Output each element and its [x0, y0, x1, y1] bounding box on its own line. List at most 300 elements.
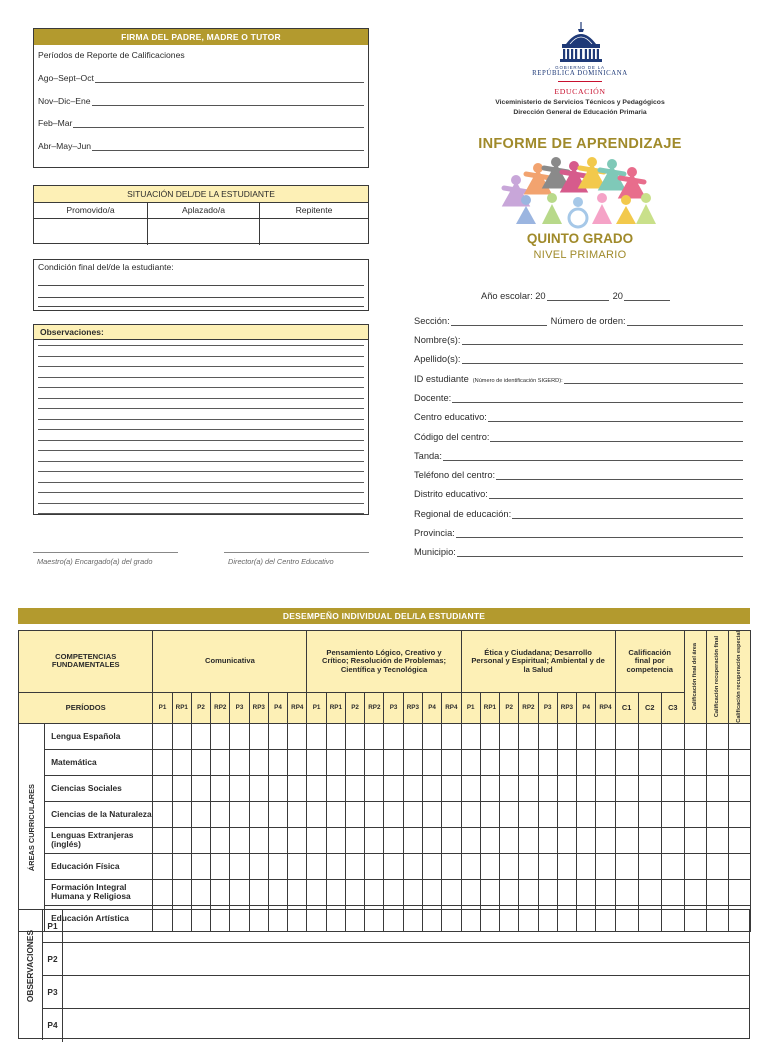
observation-line[interactable] [38, 450, 364, 451]
grade-cell[interactable] [706, 801, 728, 827]
grade-cell[interactable] [706, 879, 728, 905]
grade-cell[interactable] [519, 827, 538, 853]
school-code-label: Código del centro: [414, 432, 490, 442]
period-header: P3 [538, 692, 557, 723]
teacher-field[interactable] [452, 393, 743, 403]
grade-cell[interactable] [153, 775, 172, 801]
grade-cell[interactable] [307, 827, 326, 853]
period-header: RP1 [172, 692, 191, 723]
grade-cell[interactable] [557, 749, 576, 775]
grade-cell[interactable] [403, 749, 422, 775]
grading-period-signature-line[interactable] [95, 73, 364, 83]
grade-cell[interactable] [403, 775, 422, 801]
final-by-competency-header: Calificación final por competencia [615, 631, 684, 693]
grading-period-row [38, 94, 364, 106]
grade-cell[interactable] [596, 801, 615, 827]
grade-cell[interactable] [557, 853, 576, 879]
grade-cell[interactable] [345, 775, 364, 801]
student-id-note: (Número de identificación SIGERD): [472, 378, 563, 384]
grade-cell[interactable] [538, 879, 557, 905]
grade-cell[interactable] [538, 853, 557, 879]
grade-cell[interactable] [326, 879, 345, 905]
grade-cell[interactable] [684, 801, 706, 827]
grade-cell[interactable] [345, 723, 364, 749]
grade-cell[interactable] [268, 723, 287, 749]
grade-cell[interactable] [519, 879, 538, 905]
observation-line[interactable] [38, 461, 364, 462]
grade-cell[interactable] [596, 775, 615, 801]
grade-cell[interactable] [191, 723, 210, 749]
grade-cell[interactable] [728, 775, 750, 801]
observation-line[interactable] [38, 492, 364, 493]
grade-cell[interactable] [384, 775, 403, 801]
bottom-observations-side [19, 910, 43, 1040]
observation-period-label: P1 [43, 910, 63, 943]
grade-cell[interactable] [326, 723, 345, 749]
grade-cell[interactable] [307, 879, 326, 905]
shift-field[interactable] [443, 451, 743, 461]
grade-cell[interactable] [577, 723, 596, 749]
grade-cell[interactable] [615, 853, 638, 879]
grade-cell[interactable] [365, 879, 384, 905]
grade-cell[interactable] [661, 879, 684, 905]
grade-cell[interactable] [230, 801, 249, 827]
grade-cell[interactable] [191, 853, 210, 879]
grade-cell[interactable] [365, 801, 384, 827]
final-condition-line[interactable] [38, 292, 364, 298]
grade-cell[interactable] [422, 879, 441, 905]
grade-cell[interactable] [365, 853, 384, 879]
final-area-header [684, 631, 706, 724]
grade-cell[interactable] [384, 879, 403, 905]
grade-cell[interactable] [538, 801, 557, 827]
grade-cell[interactable] [384, 749, 403, 775]
school-year-end-field[interactable] [624, 291, 670, 301]
grade-cell[interactable] [706, 775, 728, 801]
final-condition-line[interactable] [38, 280, 364, 286]
order-number-field[interactable] [627, 316, 743, 326]
grade-cell[interactable] [153, 827, 172, 853]
grade-cell[interactable] [211, 749, 230, 775]
final-area-label: Calificación final del área [692, 643, 699, 711]
section-field[interactable] [451, 316, 547, 326]
grade-cell[interactable] [172, 827, 191, 853]
grade-cell[interactable] [557, 879, 576, 905]
grade-cell[interactable] [211, 801, 230, 827]
grade-cell[interactable] [461, 775, 480, 801]
teacher-signature-line[interactable] [33, 552, 178, 553]
grade-cell[interactable] [638, 879, 661, 905]
grade-cell[interactable] [249, 749, 268, 775]
grade-cell[interactable] [480, 853, 499, 879]
grade-cell[interactable] [461, 749, 480, 775]
grade-cell[interactable] [442, 749, 461, 775]
grade-cell[interactable] [500, 749, 519, 775]
grade-cell[interactable] [480, 879, 499, 905]
grade-cell[interactable] [422, 853, 441, 879]
grade-cell[interactable] [384, 723, 403, 749]
grade-cell[interactable] [268, 879, 287, 905]
gov-name-label: REPÚBLICA DOMINICANA [532, 70, 628, 77]
grade-cell[interactable] [684, 749, 706, 775]
district-field[interactable] [489, 489, 743, 499]
grade-cell[interactable] [519, 749, 538, 775]
grade-cell[interactable] [538, 827, 557, 853]
period-header: RP2 [519, 692, 538, 723]
grade-cell[interactable] [288, 775, 307, 801]
grade-cell[interactable] [596, 879, 615, 905]
grade-cell[interactable] [153, 879, 172, 905]
grade-cell[interactable] [422, 801, 441, 827]
grade-cell[interactable] [191, 749, 210, 775]
grade-cell[interactable] [500, 723, 519, 749]
observation-line[interactable] [38, 503, 364, 504]
grade-cell[interactable] [345, 801, 364, 827]
grade-cell[interactable] [422, 723, 441, 749]
grade-cell[interactable] [365, 775, 384, 801]
grade-cell[interactable] [538, 749, 557, 775]
grade-cell[interactable] [230, 879, 249, 905]
grade-cell[interactable] [638, 827, 661, 853]
grade-cell[interactable] [268, 775, 287, 801]
grade-cell[interactable] [172, 723, 191, 749]
grade-cell[interactable] [538, 723, 557, 749]
grade-cell[interactable] [230, 749, 249, 775]
grade-cell[interactable] [403, 801, 422, 827]
period-header: P1 [153, 692, 172, 723]
grade-cell[interactable] [211, 827, 230, 853]
grade-cell[interactable] [326, 775, 345, 801]
order-number-label: Número de orden: [550, 316, 626, 326]
grade-cell[interactable] [249, 723, 268, 749]
grade-cell[interactable] [230, 827, 249, 853]
grade-cell[interactable] [461, 827, 480, 853]
grade-cell[interactable] [728, 827, 750, 853]
observation-period-field[interactable] [64, 1009, 749, 1042]
grade-cell[interactable] [480, 827, 499, 853]
grade-cell[interactable] [684, 775, 706, 801]
grade-cell[interactable] [326, 801, 345, 827]
grade-cell[interactable] [596, 853, 615, 879]
grade-cell[interactable] [230, 853, 249, 879]
grade-cell[interactable] [288, 879, 307, 905]
grade-cell[interactable] [288, 801, 307, 827]
grade-cell[interactable] [706, 723, 728, 749]
grade-cell[interactable] [615, 749, 638, 775]
grade-cell[interactable] [153, 749, 172, 775]
municipality-field[interactable] [457, 547, 743, 557]
grade-cell[interactable] [384, 801, 403, 827]
grade-cell[interactable] [288, 853, 307, 879]
competency-code-header: C1 [615, 692, 638, 723]
school-code-field[interactable] [490, 432, 743, 442]
grade-cell[interactable] [345, 827, 364, 853]
grade-cell[interactable] [684, 827, 706, 853]
gov-top-label: GOBIERNO DE LA [555, 65, 605, 70]
observation-line[interactable] [38, 440, 364, 441]
grade-cell[interactable] [480, 749, 499, 775]
observation-line[interactable] [38, 377, 364, 378]
period-header: RP1 [480, 692, 499, 723]
district-row [414, 486, 743, 499]
grade-cell[interactable] [519, 775, 538, 801]
grade-cell[interactable] [661, 723, 684, 749]
grade-cell[interactable] [153, 801, 172, 827]
grade-cell[interactable] [288, 723, 307, 749]
grade-cell[interactable] [365, 723, 384, 749]
gov-divider [558, 81, 602, 82]
grade-cell[interactable] [172, 749, 191, 775]
grade-cell[interactable] [172, 801, 191, 827]
grade-cell[interactable] [268, 827, 287, 853]
observation-line[interactable] [38, 419, 364, 420]
subject-name: Ciencias de la Naturaleza [45, 801, 153, 827]
parent-signature-box [33, 28, 369, 168]
grade-cell[interactable] [596, 749, 615, 775]
grade-cell[interactable] [249, 775, 268, 801]
subject-name: Ciencias Sociales [45, 775, 153, 801]
grade-cell[interactable] [661, 827, 684, 853]
grade-cell[interactable] [307, 853, 326, 879]
grade-cell[interactable] [728, 853, 750, 879]
grade-cell[interactable] [728, 723, 750, 749]
observation-period-field[interactable] [64, 976, 749, 1009]
grade-cell[interactable] [706, 749, 728, 775]
grade-cell[interactable] [191, 827, 210, 853]
grade-cell[interactable] [422, 827, 441, 853]
grade-cell[interactable] [638, 801, 661, 827]
period-header: P3 [230, 692, 249, 723]
student-id-field[interactable] [564, 374, 743, 384]
period-header: RP3 [249, 692, 268, 723]
observation-period-row [43, 1009, 749, 1042]
grade-cell[interactable] [307, 775, 326, 801]
grading-period-signature-line[interactable] [73, 118, 364, 128]
teacher-label: Docente: [414, 393, 452, 403]
grade-cell[interactable] [519, 801, 538, 827]
grade-cell[interactable] [661, 853, 684, 879]
grade-cell[interactable] [345, 853, 364, 879]
school-phone-label: Teléfono del centro: [414, 470, 496, 480]
grade-cell[interactable] [442, 879, 461, 905]
grade-cell[interactable] [191, 879, 210, 905]
observation-line[interactable] [38, 429, 364, 430]
grade-cell[interactable] [403, 723, 422, 749]
grade-cell[interactable] [480, 801, 499, 827]
observation-line[interactable] [38, 366, 364, 367]
observation-line[interactable] [38, 408, 364, 409]
surnames-field[interactable] [462, 354, 743, 364]
observation-period-field[interactable] [64, 910, 749, 943]
grade-cell[interactable] [307, 801, 326, 827]
grade-cell[interactable] [268, 749, 287, 775]
grade-cell[interactable] [557, 775, 576, 801]
grade-cell[interactable] [384, 827, 403, 853]
grade-cell[interactable] [268, 853, 287, 879]
grade-cell[interactable] [577, 775, 596, 801]
grade-cell[interactable] [577, 879, 596, 905]
grade-cell[interactable] [249, 879, 268, 905]
grade-cell[interactable] [638, 723, 661, 749]
grade-cell[interactable] [442, 853, 461, 879]
grade-cell[interactable] [211, 723, 230, 749]
grade-cell[interactable] [422, 775, 441, 801]
grade-cell[interactable] [557, 801, 576, 827]
status-deferred-cell[interactable] [148, 219, 260, 245]
grade-cell[interactable] [500, 827, 519, 853]
grade-cell[interactable] [211, 853, 230, 879]
grade-cell[interactable] [500, 853, 519, 879]
observation-line[interactable] [38, 513, 364, 514]
grade-cell[interactable] [326, 749, 345, 775]
grade-cell[interactable] [403, 879, 422, 905]
grade-cell[interactable] [288, 749, 307, 775]
grade-cell[interactable] [365, 749, 384, 775]
grade-cell[interactable] [557, 723, 576, 749]
school-field[interactable] [488, 412, 743, 422]
grade-cell[interactable] [442, 801, 461, 827]
grade-cell[interactable] [728, 879, 750, 905]
grade-cell[interactable] [442, 827, 461, 853]
grade-cell[interactable] [461, 879, 480, 905]
regional-field[interactable] [512, 509, 743, 519]
grade-cell[interactable] [615, 775, 638, 801]
grading-period-label: Feb–Mar [38, 118, 73, 128]
grading-period-label: Ago–Sept–Oct [38, 73, 94, 83]
grade-cell[interactable] [615, 827, 638, 853]
student-id-row [414, 371, 743, 384]
grade-cell[interactable] [442, 723, 461, 749]
final-condition-line[interactable] [38, 301, 364, 307]
grade-cell[interactable] [326, 853, 345, 879]
grade-cell[interactable] [557, 827, 576, 853]
grade-cell[interactable] [684, 853, 706, 879]
grade-cell[interactable] [230, 723, 249, 749]
grade-cell[interactable] [577, 749, 596, 775]
grade-cell[interactable] [422, 749, 441, 775]
grade-cell[interactable] [500, 801, 519, 827]
grade-cell[interactable] [661, 749, 684, 775]
grade-cell[interactable] [211, 775, 230, 801]
grade-cell[interactable] [230, 775, 249, 801]
grade-cell[interactable] [249, 801, 268, 827]
grade-cell[interactable] [615, 723, 638, 749]
grade-cell[interactable] [153, 853, 172, 879]
grade-cell[interactable] [172, 775, 191, 801]
grade-cell[interactable] [661, 801, 684, 827]
observation-period-label: P3 [43, 976, 63, 1009]
grade-cell[interactable] [661, 775, 684, 801]
grade-cell[interactable] [577, 853, 596, 879]
grade-cell[interactable] [519, 853, 538, 879]
grade-cell[interactable] [596, 723, 615, 749]
observation-line[interactable] [38, 356, 364, 357]
grade-cell[interactable] [288, 827, 307, 853]
status-promoted-cell[interactable] [34, 219, 148, 245]
grade-cell[interactable] [153, 723, 172, 749]
grade-cell[interactable] [172, 853, 191, 879]
director-signature-line[interactable] [224, 552, 369, 553]
grade-cell[interactable] [461, 801, 480, 827]
grade-cell[interactable] [577, 801, 596, 827]
grade-cell[interactable] [638, 775, 661, 801]
grade-cell[interactable] [249, 827, 268, 853]
grade-cell[interactable] [500, 879, 519, 905]
observation-period-field[interactable] [64, 943, 749, 976]
grade-cell[interactable] [461, 723, 480, 749]
grade-cell[interactable] [345, 879, 364, 905]
grade-cell[interactable] [191, 775, 210, 801]
observation-line[interactable] [38, 471, 364, 472]
grading-period-label: Abr–May–Jun [38, 141, 92, 151]
grade-cell[interactable] [403, 827, 422, 853]
observation-line[interactable] [38, 398, 364, 399]
grade-cell[interactable] [480, 723, 499, 749]
grade-cell[interactable] [596, 827, 615, 853]
grade-cell[interactable] [384, 853, 403, 879]
grade-cell[interactable] [684, 723, 706, 749]
school-year-start-field[interactable] [547, 291, 609, 301]
school-phone-field[interactable] [496, 470, 743, 480]
grade-cell[interactable] [211, 879, 230, 905]
grade-cell[interactable] [706, 827, 728, 853]
grade-cell[interactable] [500, 775, 519, 801]
grade-title: QUINTO GRADO [526, 231, 634, 246]
grade-cell[interactable] [480, 775, 499, 801]
observation-line[interactable] [38, 482, 364, 483]
grade-cell[interactable] [172, 879, 191, 905]
grade-cell[interactable] [706, 853, 728, 879]
grade-cell[interactable] [345, 749, 364, 775]
province-label: Provincia: [414, 528, 455, 538]
grade-cell[interactable] [307, 749, 326, 775]
grade-cell[interactable] [191, 801, 210, 827]
grade-cell[interactable] [403, 853, 422, 879]
grade-cell[interactable] [577, 827, 596, 853]
grade-cell[interactable] [538, 775, 557, 801]
grade-cell[interactable] [684, 879, 706, 905]
grade-cell[interactable] [307, 723, 326, 749]
grading-period-signature-line[interactable] [92, 96, 364, 106]
grade-cell[interactable] [728, 749, 750, 775]
names-field[interactable] [462, 335, 744, 345]
observation-line[interactable] [38, 387, 364, 388]
grade-cell[interactable] [519, 723, 538, 749]
grade-cell[interactable] [268, 801, 287, 827]
grade-cell[interactable] [615, 801, 638, 827]
province-row [414, 525, 743, 538]
province-field[interactable] [456, 528, 743, 538]
grade-cell[interactable] [638, 749, 661, 775]
status-deferred-header: Aplazado/a [148, 203, 260, 218]
special-recovery-label: Calificación recuperación especial [736, 631, 743, 723]
grade-cell[interactable] [461, 853, 480, 879]
grade-cell[interactable] [615, 879, 638, 905]
status-repeater-cell[interactable] [260, 219, 368, 245]
grade-cell[interactable] [638, 853, 661, 879]
grade-cell[interactable] [249, 853, 268, 879]
surnames-row [414, 351, 743, 364]
competency-logical-header: Pensamiento Lógico, Creativo y Crítico; Resolución de Problemas; Científica y Tecnológica [307, 631, 461, 693]
period-header: RP1 [326, 692, 345, 723]
grade-cell[interactable] [365, 827, 384, 853]
grade-cell[interactable] [728, 801, 750, 827]
grade-cell[interactable] [442, 775, 461, 801]
shift-label: Tanda: [414, 451, 442, 461]
grade-cell[interactable] [326, 827, 345, 853]
grading-period-signature-line[interactable] [92, 141, 364, 151]
observation-line[interactable] [38, 345, 364, 346]
